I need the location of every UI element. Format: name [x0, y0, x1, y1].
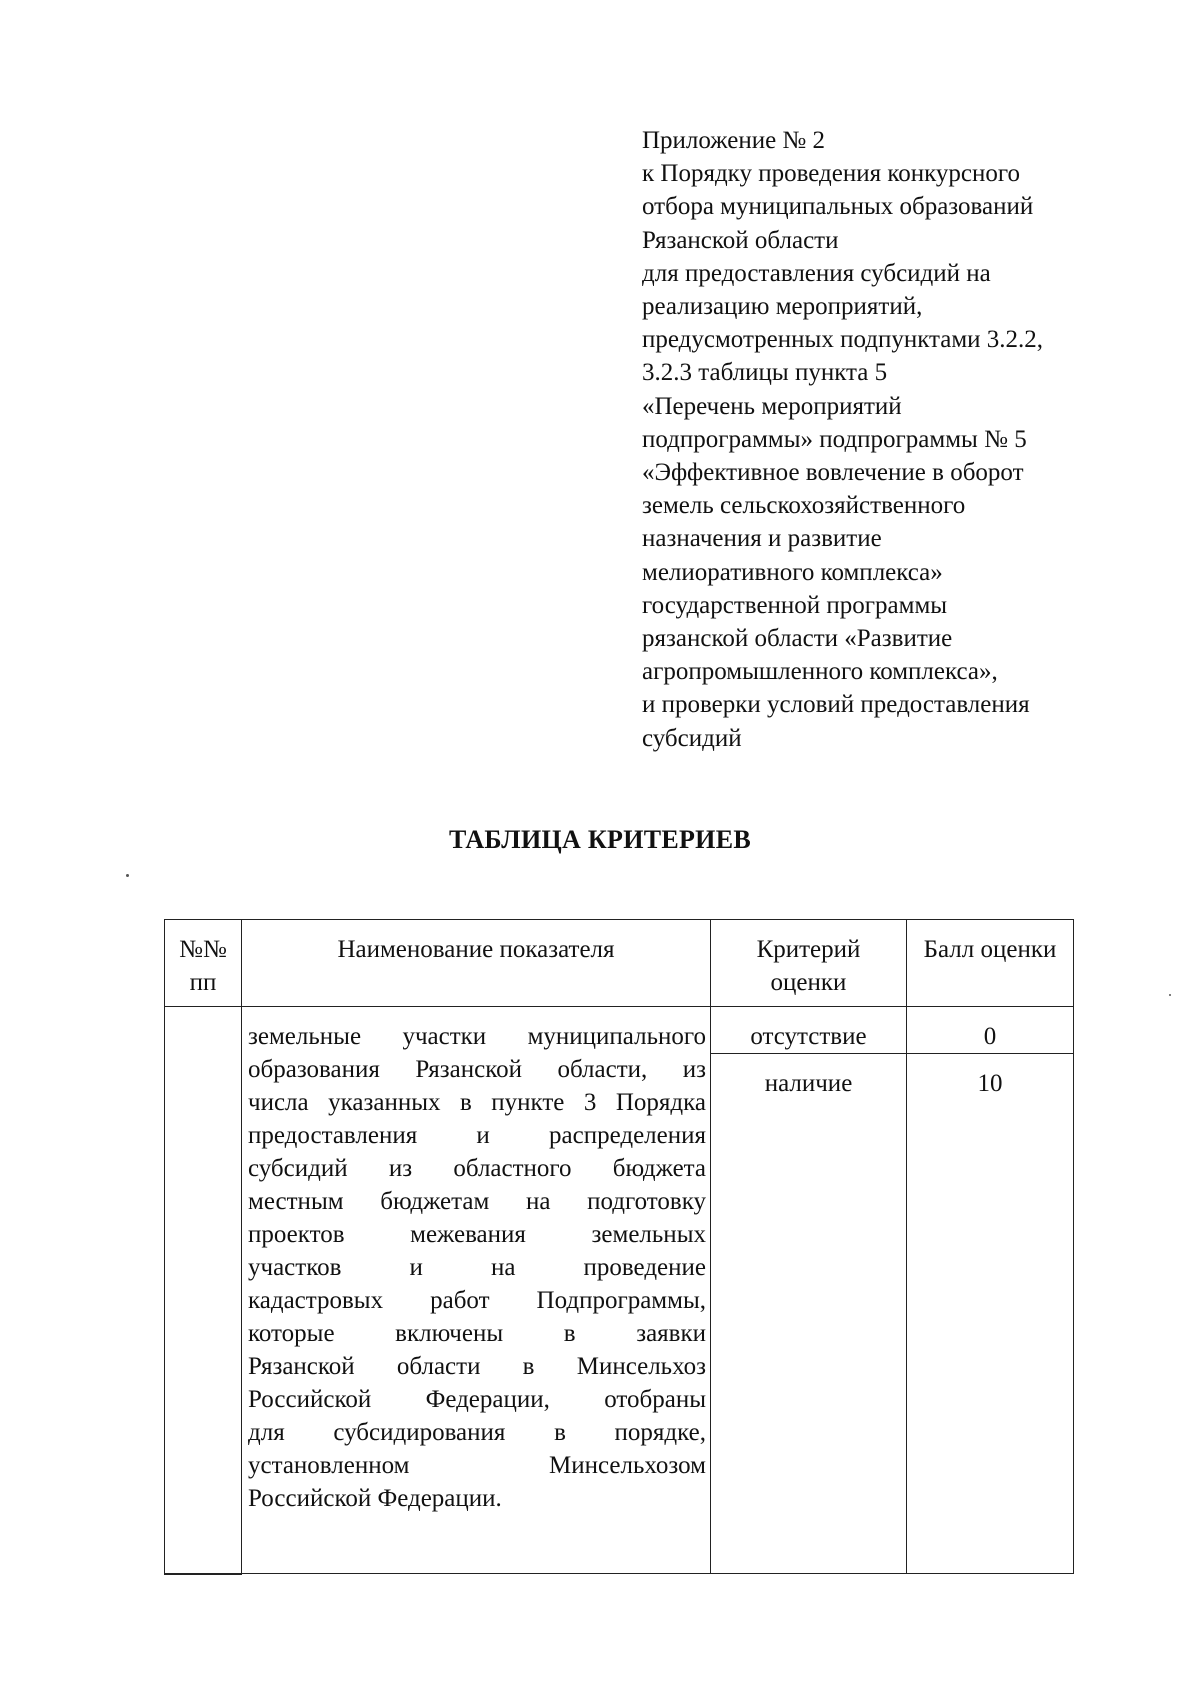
appendix-line: назначения и развитие: [642, 525, 882, 553]
indicator-line: числа указанных в пункте 3 Порядка: [248, 1089, 706, 1116]
indicator-line: которые включены в заявки: [248, 1320, 706, 1347]
criterion-presence: наличие: [711, 1054, 907, 1574]
appendix-line: «Эффективное вовлечение в оборот: [642, 459, 1024, 487]
table-header-row: [165, 920, 1074, 1007]
table-row: [165, 1007, 1074, 1054]
appendix-line: отбора муниципальных образований: [642, 193, 1034, 221]
indicator-name-cell: [242, 1007, 711, 1574]
appendix-line: «Перечень мероприятий: [642, 392, 902, 420]
indicator-line: кадастровых работ Подпрограммы,: [248, 1287, 706, 1314]
indicator-line: субсидий из областного бюджета: [248, 1155, 706, 1182]
appendix-line: государственной программы: [642, 591, 948, 619]
indicator-line: участков и на проведение: [248, 1254, 706, 1281]
header-number: [165, 920, 242, 1007]
header-score: Балл оценки: [907, 920, 1074, 1007]
appendix-line: реализацию мероприятий,: [642, 293, 923, 321]
appendix-line: Рязанской области: [642, 226, 839, 254]
criteria-table: [164, 919, 1074, 1575]
document-title: ТАБЛИЦА КРИТЕРИЕВ: [449, 825, 751, 854]
indicator-line: местным бюджетам на подготовку: [248, 1188, 706, 1215]
header-indicator-name: Наименование показателя: [242, 920, 711, 1007]
appendix-line: субсидий: [642, 724, 742, 752]
header-criterion: [711, 920, 907, 1007]
indicator-line: образования Рязанской области, из: [248, 1056, 706, 1083]
row-number-cell: [165, 1007, 242, 1574]
indicator-line: предоставления и распределения: [248, 1122, 706, 1149]
appendix-line: земель сельскохозяйственного: [642, 492, 966, 520]
indicator-line: Российской Федерации.: [248, 1485, 502, 1512]
appendix-line: к Порядку проведения конкурсного: [642, 160, 1020, 188]
indicator-line: земельные участки муниципального: [248, 1023, 706, 1050]
score-absence: 0: [907, 1007, 1074, 1054]
scan-speck: [126, 874, 129, 877]
indicator-line: установленном Минсельхозом: [248, 1452, 706, 1479]
header-criterion-line1: Критерий: [756, 936, 861, 963]
appendix-line: Приложение № 2: [642, 127, 826, 154]
appendix-line: агропромышленного комплекса»,: [642, 658, 998, 686]
header-criterion-line2: оценки: [770, 969, 847, 996]
header-number-line2: пп: [189, 969, 217, 996]
criterion-absence: отсутствие: [711, 1007, 907, 1054]
indicator-line: Российской Федерации, отобраны: [248, 1386, 706, 1413]
indicator-line: проектов межевания земельных: [248, 1221, 706, 1248]
appendix-block: [642, 124, 1112, 755]
indicator-line: для субсидирования в порядке,: [248, 1419, 706, 1446]
scan-speck: [1169, 994, 1171, 996]
appendix-line: подпрограммы» подпрограммы № 5: [642, 425, 1027, 453]
header-number-line1: №№: [179, 936, 227, 963]
score-presence: 10: [907, 1054, 1074, 1574]
appendix-line: и проверки условий предоставления: [642, 691, 1030, 719]
appendix-line: для предоставления субсидий на: [642, 259, 991, 287]
appendix-line: мелиоративного комплекса»: [642, 558, 943, 586]
appendix-line: 3.2.3 таблицы пункта 5: [642, 359, 888, 387]
appendix-line: предусмотренных подпунктами 3.2.2,: [642, 326, 1044, 354]
appendix-line: рязанской области «Развитие: [642, 625, 953, 653]
indicator-line: Рязанской области в Минсельхоз: [248, 1353, 706, 1380]
